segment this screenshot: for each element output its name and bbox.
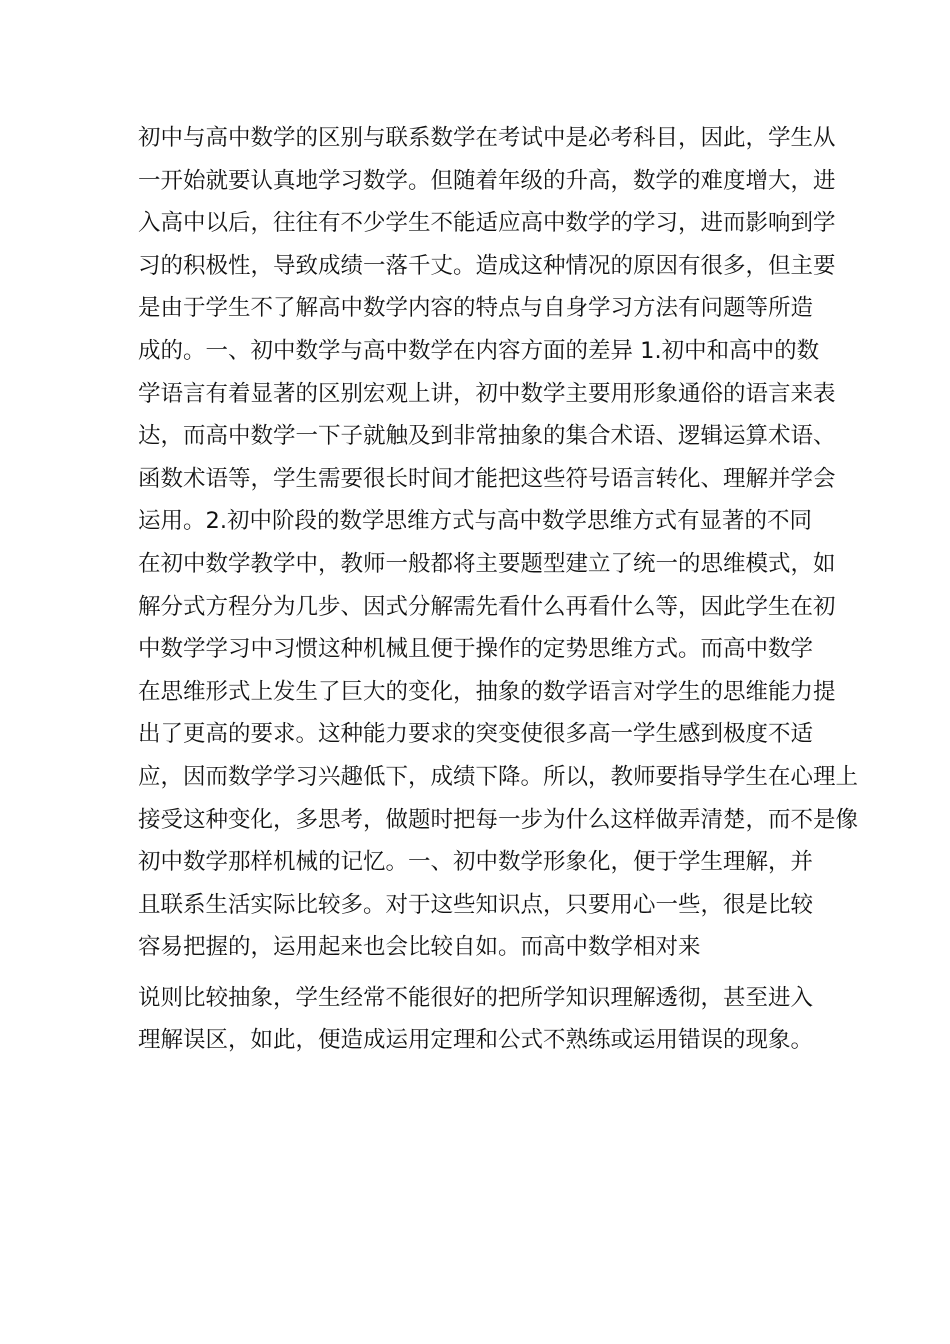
text-line: 在思维形式上发生了巨大的变化，抽象的数学语言对学生的思维能力提 xyxy=(138,678,836,705)
text-line: 理解误区，如此，便造成运用定理和公式不熟练或运用错误的现象。 xyxy=(138,1027,814,1054)
text-line: 学语言有着显著的区别宏观上讲，初中数学主要用形象通俗的语言来表 xyxy=(138,380,836,407)
text-line: 接受这种变化，多思考，做题时把每一步为什么这样做弄清楚，而不是像 xyxy=(138,806,859,833)
text-line: 运用。2.初中阶段的数学思维方式与高中数学思维方式有显著的不同 xyxy=(138,508,812,535)
body-text xyxy=(138,117,868,1062)
text-line: 一开始就要认真地学习数学。但随着年级的升高，数学的难度增大，进 xyxy=(138,167,836,194)
text-line: 函数术语等，学生需要很长时间才能把这些符号语言转化、理解并学会 xyxy=(138,465,836,492)
text-line: 达，而高中数学一下子就触及到非常抽象的集合术语、逻辑运算术语、 xyxy=(138,423,836,450)
text-line: 且联系生活实际比较多。对于这些知识点，只要用心一些，很是比较 xyxy=(138,891,814,918)
text-line: 容易把握的，运用起来也会比较自如。而高中数学相对来 xyxy=(138,934,701,961)
text-line: 应，因而数学学习兴趣低下，成绩下降。所以，教师要指导学生在心理上 xyxy=(138,763,859,790)
text-line: 入高中以后，往往有不少学生不能适应高中数学的学习，进而影响到学 xyxy=(138,210,836,237)
text-line: 解分式方程分为几步、因式分解需先看什么再看什么等，因此学生在初 xyxy=(138,593,836,620)
text-line: 成的。一、初中数学与高中数学在内容方面的差异 1.初中和高中的数 xyxy=(138,337,820,364)
text-line: 是由于学生不了解高中数学内容的特点与自身学习方法有问题等所造 xyxy=(138,295,814,322)
text-line: 习的积极性，导致成绩一落千丈。造成这种情况的原因有很多，但主要 xyxy=(138,252,836,279)
text-line: 初中数学那样机械的记忆。一、初中数学形象化，便于学生理解，并 xyxy=(138,849,814,876)
text-line: 在初中数学教学中，教师一般都将主要题型建立了统一的思维模式，如 xyxy=(138,550,836,577)
text-line: 说则比较抽象，学生经常不能很好的把所学知识理解透彻，甚至进入 xyxy=(138,984,814,1011)
text-line: 初中与高中数学的区别与联系数学在考试中是必考科目，因此，学生从 xyxy=(138,125,836,151)
text-line: 出了更高的要求。这种能力要求的突变使很多高一学生感到极度不适 xyxy=(138,721,814,748)
text-line: 中数学学习中习惯这种机械且便于操作的定势思维方式。而高中数学 xyxy=(138,636,814,663)
